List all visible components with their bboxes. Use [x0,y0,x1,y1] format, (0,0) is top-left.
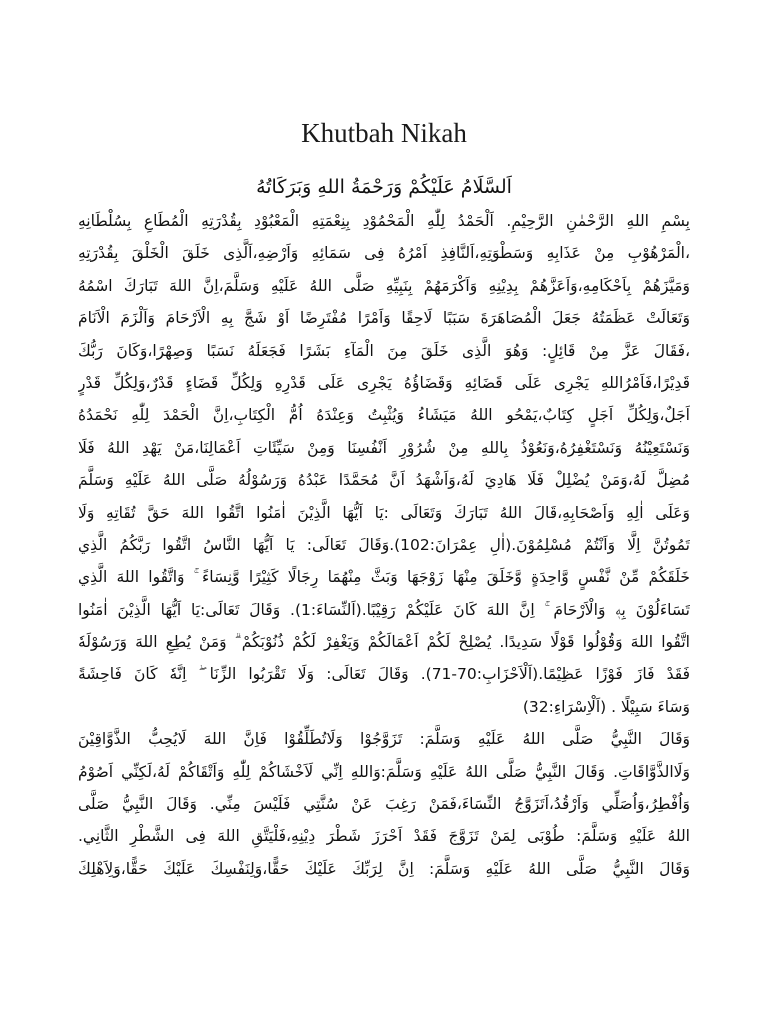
text-line: وَمَيَّزَهُمْ بِاَحْكَامِهِ،وَاَعَزَّهُمْ بِدِيْنِهِ وَاَكْرَمَهُمْ بِنَبِيِّهِ صَلَّى اللهُ عَلَيْهِ وَسَلَّمَ،اِنَّ اللهَ تَبَارَكَ اسْمُهُ [78,276,690,295]
text-line: وَنَسْتَعِيْنُهُ وَنَسْتَغْفِرُهُ،وَنَعُوْذُ بِاللهِ مِنْ شُرُوْرِ اَنْفُسِنَا وَمِنْ سَيِّئَاتِ اَعْمَالِنَا،مَنْ يَهْدِ اللهُ فَلَا [78,438,690,457]
text-line: وَقَالَ النَّبِيُّ صَلَّى اللهُ عَلَيْهِ وَسَلَّمَ: تَزَوَّجُوْا وَلَاتُطَلِّقُوْا فَاِنَّ اللهَ لَايُحِبُّ الذَّوَّاقِيْنَ [78,730,690,749]
text-line: اتَّقُوا اللهَ وَقُوْلُوا قَوْلًا سَدِيدًا. يُصْلِحْ لَكُمْ اَعْمَالَكُمْ وَيَغْفِرْ لَكُمْ ذُنُوْبَكُمْ ۗ وَمَنْ يُطِعِ اللهَ وَرَسُوْلَهٗ [78,633,690,652]
text-line: فَقَدْ فَازَ فَوْزًا عَظِيْمًا.(اَلْاَحْزَابِ:70-71). وَقَالَ تَعَالَى: وَلَا تَقْرَبُوا الزِّنَا ۖ اِنَّهٗ كَانَ فَاحِشَةً [78,665,690,684]
text-line: بِسْمِ اللهِ الرَّحْمٰنِ الرَّحِيْمِ. اَلْحَمْدُ لِلّٰهِ الْمَحْمُوْدِ بِنِعْمَتِهِ الْمَعْبُوْدِ بِقُدْرَتِهِ الْمُطَاعِ بِسُلْطَانِهِ [78,212,690,230]
salam-greeting: اَلسَّلَامُ عَلَيْكُمْ وَرَحْمَةُ اللهِ وَبَرَكَاتُهُ [256,176,512,198]
text-line: وَلَاالذَّوَّاقَاتِ. وَقَالَ النَّبِيُّ صَلَّى اللهُ عَلَيْهِ وَسَلَّمَ:وَاللهِ اِنِّي لَاَخْشَاكُمْ لِلّٰهِ وَاَتْقَاكُمْ لَهُ،لَكِنِّي اَصُوْمُ [78,762,690,781]
text-line: تَمُوتُنَّ اِلَّا وَاَنْتُمْ مُسْلِمُوْنَ.(اٰلِ عِمْرَانَ:102).وَقَالَ تَعَالَى: يَا اَيُّهَا النَّاسُ اتَّقُوا رَبَّكُمُ الَّذِي [78,535,690,554]
text-line: ،فَقَالَ عَزَّ مِنْ قَائِلٍ: وَهُوَ الَّذِى خَلَقَ مِنَ الْمَآءِ بَشَرًا فَجَعَلَهُ نَسَبًا وَصِهْرًا،وَكَانَ رَبُّكَ [78,341,690,360]
text-line: وَتَعَالَتْ عَظَمَتُهُ جَعَلَ الْمُصَاهَرَةَ سَبَبًا لَاحِقًا وَاَمْرًا مُفْتَرِضًا اَوْ شَجَّ بِهِ الْاَرْحَامَ وَاَلْزَمَ الْاَنَامَ [78,309,690,328]
text-line: وَقَالَ النَّبِيُّ صَلَّى اللهُ عَلَيْهِ وَسَلَّمَ: اِنَّ لِرَبِّكَ عَلَيْكَ حَقًّا،وَلِنَفْسِكَ عَلَيْكَ حَقًّا،وَلِاَهْلِكَ [78,859,690,878]
text-line: قَدِيْرًا،فَاَمْرُاللهِ يَجْرِى عَلَى قَضَائِهِ وَقَضَاؤُهُ يَجْرِى عَلَى قَدْرِهِ وَلِكُلِّ قَضَاءٍ قَدْرٌ،وَلِكُلِّ قَدْرٍ [78,373,690,392]
khutbah-body [78,205,690,985]
text-line: ،الْمَرْهُوْبِ مِنْ عَذَابِهِ وَسَطْوَتِهِ،اَلنَّافِذِ اَمْرُهُ فِى سَمَائِهِ وَاَرْضِهِ،اَلَّذِى خَلَقَ الْخَلْقَ بِقُدْرَتِهِ [78,244,690,263]
text-line: وَاُفْطِرُ،وَاُصَلِّي وَاَرْقُدُ،اَتَزَوَّجُ النِّسَاءَ،فَمَنْ رَغِبَ عَنْ سُنَّتِي فَلَيْسَ مِنِّي. وَقَالَ النَّبِيُّ صَلَّى [78,795,690,814]
text-line: وَسَاءَ سَبِيْلًا . (اَلْاِسْرَاءِ:32) [522,697,690,716]
text-line: اللهُ عَلَيْهِ وَسَلَّمَ: طُوْبَى لِمَنْ تَزَوَّجَ فَقَدْ اَحْرَزَ شَطْرَ دِيْنِهِ،فَلْيَتَّقِ اللهَ فِى الشَّطْرِ الثَّانِي. [78,827,690,846]
text-line: خَلَقَكُمْ مِّنْ نَّفْسٍ وَّاحِدَةٍ وَّخَلَقَ مِنْهَا زَوْجَهَا وَبَثَّ مِنْهُمَا رِجَالًا كَثِيْرًا وَّنِسَاءً ۚ وَاتَّقُوا اللهَ الَّذِي [78,568,690,587]
text-line: مُضِلَّ لَهُ،وَمَنْ يُضْلِلْ فَلَا هَادِيَ لَهُ،وَاَشْهَدُ اَنَّ مُحَمَّدًا عَبْدُهُ وَرَسُوْلُهُ صَلَّى اللهُ عَلَيْهِ وَسَلَّمَ [78,471,690,490]
page-title: Khutbah Nikah [301,118,467,148]
text-line: وَعَلَى اٰلِهِ وَاَصْحَابِهِ،قَالَ اللهُ تَبَارَكَ وَتَعَالَى :يَا اَيُّهَا الَّذِيْنَ اٰمَنُوا اتَّقُوا اللهَ حَقَّ تُقَاتِهِ وَلَا [78,503,690,522]
text-line: تَسَاءَلُوْنَ بِهٖ وَالْاَرْحَامَ ۚ اِنَّ اللهَ كَانَ عَلَيْكُمْ رَقِيْبًا.(اَلنِّسَاءَ:1). وَقَالَ تَعَالَى:يَا اَيُّهَا الَّذِيْنَ اٰمَنُوا [78,600,690,619]
text-line: اَجَلٌ،وَلِكُلِّ اَجَلٍ كِتَابٌ،يَمْحُو اللهُ مَيَشَاءُ وَيُثْبِتُ وَعِنْدَهُ اُمُّ الْكِتَابِ،اِنَّ الْحَمْدَ لِلّٰهِ نَحْمَدُهُ [78,406,690,425]
